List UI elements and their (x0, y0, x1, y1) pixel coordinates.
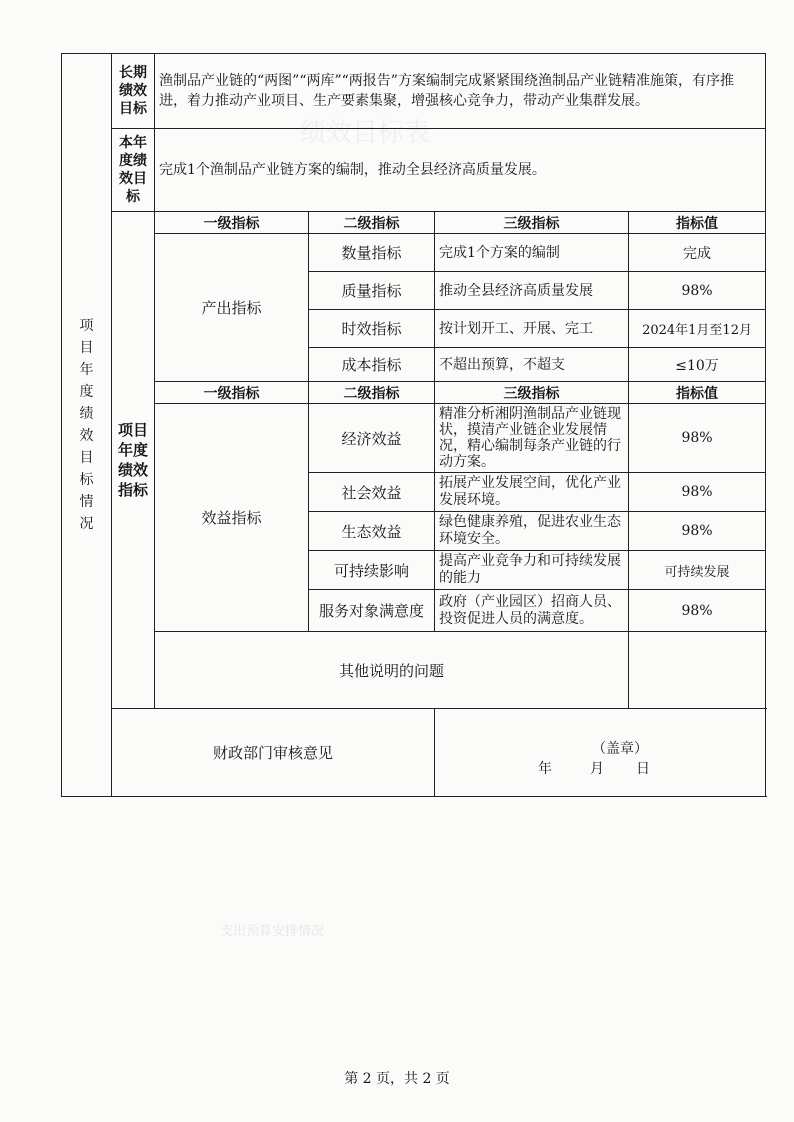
benefit-level3: 政府（产业园区）招商人员、投资促进人员的满意度。 (435, 590, 629, 632)
year-label: 年 (538, 761, 552, 777)
output-value: 98% (629, 272, 766, 310)
annual-goal-content: 完成1个渔制品产业链方案的编制，推动全县经济高质量发展。 (155, 129, 766, 212)
benefit-category: 效益指标 (155, 404, 309, 632)
bleed-through-text: 绩效目标表 (300, 118, 431, 148)
benefit-level2: 服务对象满意度 (309, 590, 435, 632)
header-value: 指标值 (629, 212, 766, 234)
long-term-label: 长期 绩效 目标 (112, 54, 155, 129)
benefit-value: 98% (629, 512, 766, 551)
page-footer: 第 2 页，共 2 页 (344, 1071, 450, 1087)
performance-table (61, 53, 766, 797)
annual-goal-label: 本年 度绩 效目 标 (112, 129, 155, 212)
finance-review-label: 财政部门审核意见 (112, 709, 435, 797)
header-value: 指标值 (629, 382, 766, 404)
header-level3: 三级指标 (435, 212, 629, 234)
bleed-through-text: 支出预算安排情况 (220, 924, 325, 939)
output-level2: 数量指标 (309, 234, 435, 272)
month-label: 月 (590, 761, 604, 777)
benefit-level3: 精准分析湘阴渔制品产业链现状，摸清产业链企业发展情况，精心编制每条产业链的行动方案。 (435, 404, 629, 473)
header-level3: 三级指标 (435, 382, 629, 404)
section-label: 项 目 年 度 绩 效 目 标 情 况 (62, 54, 112, 797)
benefit-level2: 生态效益 (309, 512, 435, 551)
benefit-value: 98% (629, 473, 766, 512)
header-level2: 二级指标 (309, 382, 435, 404)
output-level2: 成本指标 (309, 348, 435, 382)
output-level2: 时效指标 (309, 310, 435, 348)
benefit-value: 98% (629, 590, 766, 632)
benefit-level3: 绿色健康养殖，促进农业生态环境安全。 (435, 512, 629, 551)
benefit-level3: 拓展产业发展空间，优化产业发展环境。 (435, 473, 629, 512)
output-category: 产出指标 (155, 234, 309, 382)
output-value: ≤10万 (629, 348, 766, 382)
seal-text: （盖章） (592, 741, 648, 757)
benefit-value: 98% (629, 404, 766, 473)
benefit-level2: 社会效益 (309, 473, 435, 512)
output-level3: 不超出预算，不超支 (435, 348, 629, 382)
day-label: 日 (636, 761, 650, 777)
output-level3: 完成1个方案的编制 (435, 234, 629, 272)
output-level2: 质量指标 (309, 272, 435, 310)
header-level1: 一级指标 (155, 382, 309, 404)
output-value: 完成 (629, 234, 766, 272)
long-term-content: 渔制品产业链的“两图”“两库”“两报告”方案编制完成紧紧围绕渔制品产业链精准施策，有序推进，着力推动产业项目、生产要素集聚，增强核心竞争力，带动产业集群发展。 (155, 54, 766, 129)
output-level3: 推动全县经济高质量发展 (435, 272, 629, 310)
header-level1: 一级指标 (155, 212, 309, 234)
benefit-level2: 经济效益 (309, 404, 435, 473)
benefit-level2: 可持续影响 (309, 551, 435, 590)
header-level2: 二级指标 (309, 212, 435, 234)
output-value: 2024年1月至12月 (629, 310, 766, 348)
benefit-level3: 提高产业竞争力和可持续发展的能力 (435, 551, 629, 590)
benefit-value: 可持续发展 (629, 551, 766, 590)
other-issues-label: 其他说明的问题 (155, 632, 629, 709)
indicator-label: 项目 年度 绩效 指标 (112, 212, 155, 709)
output-level3: 按计划开工、开展、完工 (435, 310, 629, 348)
other-issues-content (629, 632, 766, 709)
